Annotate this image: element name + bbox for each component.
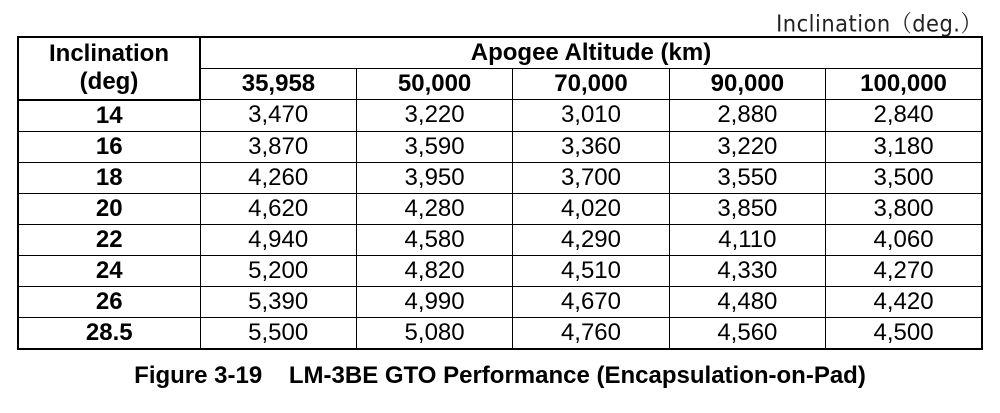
performance-table — [17, 36, 983, 350]
altitude-column-header: 35,958 — [200, 69, 356, 100]
payload-cell: 4,620 — [200, 193, 356, 224]
payload-cell: 3,220 — [669, 131, 825, 162]
table-header — [18, 37, 982, 100]
inclination-header-line2: (deg) — [79, 68, 139, 96]
payload-cell: 2,880 — [669, 100, 825, 132]
payload-cell: 4,060 — [826, 224, 982, 255]
payload-cell: 4,420 — [826, 286, 982, 317]
inclination-header — [18, 37, 200, 100]
payload-cell: 4,820 — [356, 255, 512, 286]
payload-cell: 4,280 — [356, 193, 512, 224]
payload-cell: 3,010 — [513, 100, 669, 132]
payload-cell: 4,940 — [200, 224, 356, 255]
payload-cell: 3,590 — [356, 131, 512, 162]
inclination-cell: 14 — [18, 100, 200, 132]
payload-cell: 4,510 — [513, 255, 669, 286]
corner-label: Inclination（deg.） — [776, 10, 982, 37]
payload-cell: 4,110 — [669, 224, 825, 255]
payload-cell: 3,220 — [356, 100, 512, 132]
payload-cell: 3,870 — [200, 131, 356, 162]
payload-cell: 4,760 — [513, 317, 669, 349]
payload-cell: 3,550 — [669, 162, 825, 193]
table-body — [18, 100, 982, 349]
payload-cell: 3,950 — [356, 162, 512, 193]
altitude-column-header: 100,000 — [826, 69, 982, 100]
inclination-cell: 28.5 — [18, 317, 200, 349]
payload-cell: 5,390 — [200, 286, 356, 317]
payload-cell: 3,700 — [513, 162, 669, 193]
table-row — [18, 162, 982, 193]
inclination-header-line1: Inclination — [49, 40, 169, 68]
payload-cell: 3,180 — [826, 131, 982, 162]
payload-cell: 4,290 — [513, 224, 669, 255]
payload-cell: 5,500 — [200, 317, 356, 349]
payload-cell: 4,500 — [826, 317, 982, 349]
payload-cell: 4,330 — [669, 255, 825, 286]
figure-caption: Figure 3-19 LM-3BE GTO Performance (Encapsulation-on-Pad) — [134, 362, 866, 389]
payload-cell: 3,470 — [200, 100, 356, 132]
apogee-altitude-header: Apogee Altitude (km) — [200, 37, 982, 69]
payload-cell: 4,990 — [356, 286, 512, 317]
altitude-column-header: 50,000 — [356, 69, 512, 100]
table-row — [18, 317, 982, 349]
altitude-column-header: 70,000 — [513, 69, 669, 100]
table-row — [18, 255, 982, 286]
inclination-cell: 26 — [18, 286, 200, 317]
payload-cell: 4,260 — [200, 162, 356, 193]
payload-cell: 3,360 — [513, 131, 669, 162]
table-row — [18, 193, 982, 224]
table-row — [18, 224, 982, 255]
altitude-column-header: 90,000 — [669, 69, 825, 100]
inclination-cell: 20 — [18, 193, 200, 224]
payload-cell: 5,200 — [200, 255, 356, 286]
payload-cell: 4,580 — [356, 224, 512, 255]
header-row-group — [18, 37, 982, 69]
table-row — [18, 131, 982, 162]
payload-cell: 4,270 — [826, 255, 982, 286]
table-row — [18, 100, 982, 132]
inclination-cell: 22 — [18, 224, 200, 255]
table-row — [18, 286, 982, 317]
payload-cell: 4,670 — [513, 286, 669, 317]
payload-cell: 4,480 — [669, 286, 825, 317]
payload-cell: 2,840 — [826, 100, 982, 132]
inclination-cell: 24 — [18, 255, 200, 286]
payload-cell: 4,020 — [513, 193, 669, 224]
inclination-cell: 16 — [18, 131, 200, 162]
payload-cell: 5,080 — [356, 317, 512, 349]
inclination-cell: 18 — [18, 162, 200, 193]
payload-cell: 3,800 — [826, 193, 982, 224]
payload-cell: 4,560 — [669, 317, 825, 349]
payload-cell: 3,500 — [826, 162, 982, 193]
payload-cell: 3,850 — [669, 193, 825, 224]
